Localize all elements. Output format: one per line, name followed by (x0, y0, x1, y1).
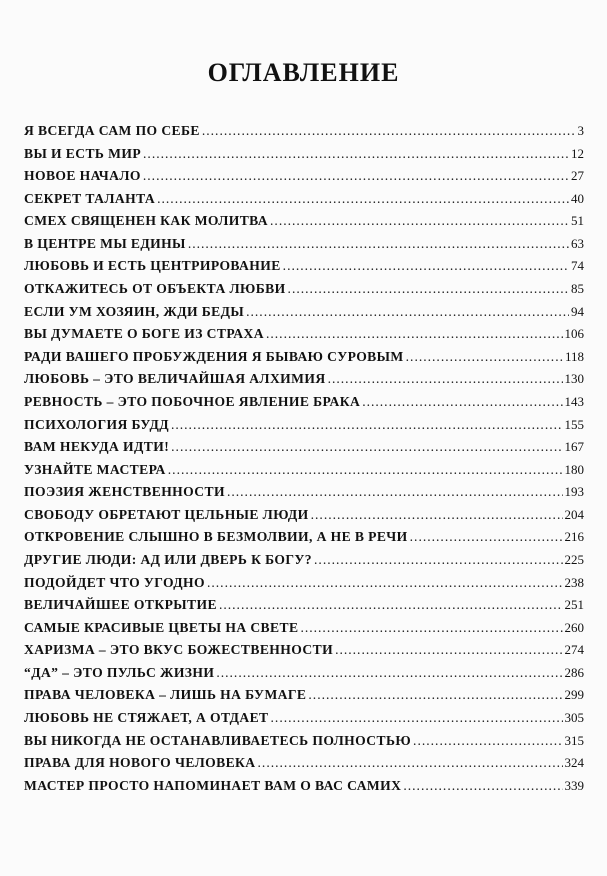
toc-dot-leader (403, 778, 562, 794)
toc-page-number: 274 (564, 642, 584, 658)
toc-entry-title: Я ВСЕГДА САМ ПО СЕБЕ (24, 123, 200, 138)
toc-entry-title: ОТКАЖИТЕСЬ ОТ ОБЪЕКТА ЛЮБВИ (24, 281, 286, 297)
toc-entry-title: НОВОЕ НАЧАЛО (24, 168, 141, 184)
toc-dot-leader (300, 620, 562, 636)
toc-row (24, 281, 584, 304)
toc-entry-title: ЕСЛИ УМ ХОЗЯИН, ЖДИ БЕДЫ (24, 303, 245, 319)
toc-entry-title: ВЫ ДУМАЕТЕ О БОГЕ ИЗ СТРАХА (24, 326, 264, 342)
toc-row (24, 439, 584, 462)
toc-dot-leader (335, 642, 562, 658)
toc-page-number: 260 (564, 619, 584, 635)
toc-row (24, 620, 584, 643)
toc-dot-leader (314, 552, 562, 568)
toc-page-number: 27 (571, 168, 584, 184)
toc-entry-title: В ЦЕНТРЕ МЫ ЕДИНЫ (24, 235, 186, 251)
toc-entry-title: ХАРИЗМА – ЭТО ВКУС БОЖЕСТВЕННОСТИ (24, 642, 334, 658)
toc-entry-title: “ДА” – ЭТО ПУЛЬС ЖИЗНИ (24, 664, 215, 680)
toc-entry-title: ДРУГИЕ ЛЮДИ: АД ИЛИ ДВЕРЬ К БОГУ? (24, 551, 313, 567)
toc-page-number: 12 (571, 145, 584, 161)
toc-row (24, 575, 584, 598)
toc-dot-leader (207, 575, 563, 591)
toc-dot-leader (362, 394, 562, 410)
toc-row (24, 687, 584, 710)
toc-page-number: 299 (564, 687, 584, 703)
toc-page-number: 216 (564, 529, 584, 545)
toc-row (24, 371, 584, 394)
toc-dot-leader (406, 349, 563, 365)
toc-entry-title: ПОЭЗИЯ ЖЕНСТВЕННОСТИ (24, 484, 225, 500)
toc-entry-title: УЗНАЙТЕ МАСТЕРА (24, 461, 166, 477)
toc-entry-title: СВОБОДУ ОБРЕТАЮТ ЦЕЛЬНЫЕ ЛЮДИ (24, 506, 309, 522)
toc-dot-leader (410, 529, 563, 545)
toc-row (24, 258, 584, 281)
toc-row (24, 462, 584, 485)
toc-page-number: 94 (571, 303, 584, 319)
toc-row (24, 146, 584, 169)
toc-row (24, 710, 584, 733)
toc-row (24, 304, 584, 327)
toc-page-number: 118 (564, 348, 584, 364)
toc-row (24, 642, 584, 665)
toc-page-number: 85 (571, 281, 584, 297)
toc-dot-leader (227, 484, 563, 500)
toc-row (24, 778, 584, 801)
toc-dot-leader (246, 304, 569, 320)
toc-page-number: 305 (564, 710, 584, 726)
toc-page-number: 3 (577, 123, 584, 138)
toc-entry-title: РЕВНОСТЬ – ЭТО ПОБОЧНОЕ ЯВЛЕНИЕ БРАКА (24, 393, 361, 409)
toc-entry-title: ЛЮБОВЬ НЕ СТЯЖАЕТ, А ОТДАЕТ (24, 710, 269, 726)
toc-page-number: 51 (571, 213, 584, 229)
toc-row (24, 191, 584, 214)
toc-dot-leader (283, 258, 569, 274)
toc-row (24, 507, 584, 530)
toc-dot-leader (308, 687, 562, 703)
toc-row (24, 123, 584, 146)
toc-page-number: 324 (564, 755, 584, 771)
toc-page-number: 315 (564, 732, 584, 748)
toc-entry-title: САМЫЕ КРАСИВЫЕ ЦВЕТЫ НА СВЕТЕ (24, 619, 299, 635)
toc-dot-leader (216, 665, 562, 681)
toc-row (24, 236, 584, 259)
toc-dot-leader (219, 597, 563, 613)
toc-entry-title: ПРАВА ЧЕЛОВЕКА – ЛИШЬ НА БУМАГЕ (24, 687, 307, 703)
toc-page-number: 180 (564, 461, 584, 477)
toc-page-number: 40 (571, 190, 584, 206)
toc-row (24, 552, 584, 575)
toc-page-number: 193 (564, 484, 584, 500)
toc-entry-title: ПСИХОЛОГИЯ БУДД (24, 416, 169, 432)
table-of-contents (24, 123, 584, 800)
toc-page-number: 63 (571, 235, 584, 251)
toc-dot-leader (188, 236, 569, 252)
toc-row (24, 755, 584, 778)
toc-row (24, 597, 584, 620)
toc-dot-leader (171, 417, 563, 433)
toc-row (24, 213, 584, 236)
toc-entry-title: ВЕЛИЧАЙШЕЕ ОТКРЫТИЕ (24, 597, 217, 613)
toc-page-number: 204 (564, 506, 584, 522)
toc-entry-title: СЕКРЕТ ТАЛАНТА (24, 190, 156, 206)
toc-page-number: 74 (571, 258, 584, 274)
toc-entry-title: ВЫ НИКОГДА НЕ ОСТАНАВЛИВАЕТЕСЬ ПОЛНОСТЬЮ (24, 732, 412, 748)
toc-row (24, 484, 584, 507)
toc-page-number: 339 (564, 777, 584, 793)
toc-dot-leader (311, 507, 563, 523)
toc-row (24, 417, 584, 440)
toc-row (24, 326, 584, 349)
toc-dot-leader (171, 439, 562, 455)
toc-dot-leader (288, 281, 569, 297)
toc-entry-title: ПОДОЙДЕТ ЧТО УГОДНО (24, 574, 205, 590)
toc-row (24, 529, 584, 552)
toc-row (24, 665, 584, 688)
toc-page-number: 130 (564, 371, 584, 387)
toc-dot-leader (143, 146, 569, 162)
toc-page-number: 106 (564, 326, 584, 342)
toc-page-number: 155 (564, 416, 584, 432)
toc-entry-title: ПРАВА ДЛЯ НОВОГО ЧЕЛОВЕКА (24, 755, 256, 771)
toc-dot-leader (258, 755, 563, 771)
toc-page-number: 225 (564, 551, 584, 567)
toc-entry-title: ЛЮБОВЬ И ЕСТЬ ЦЕНТРИРОВАНИЕ (24, 258, 281, 274)
toc-dot-leader (413, 733, 562, 749)
toc-row (24, 349, 584, 372)
toc-entry-title: РАДИ ВАШЕГО ПРОБУЖДЕНИЯ Я БЫВАЮ СУРОВЫМ (24, 348, 404, 364)
toc-entry-title: ВАМ НЕКУДА ИДТИ! (24, 439, 170, 455)
toc-entry-title: ВЫ И ЕСТЬ МИР (24, 145, 142, 161)
toc-dot-leader (143, 168, 569, 184)
toc-page-number: 286 (564, 664, 584, 680)
toc-row (24, 168, 584, 191)
toc-row (24, 394, 584, 417)
toc-page-number: 143 (564, 393, 584, 409)
toc-row (24, 733, 584, 756)
toc-dot-leader (266, 326, 563, 342)
toc-page-number: 238 (564, 574, 584, 590)
toc-entry-title: ЛЮБОВЬ – ЭТО ВЕЛИЧАЙШАЯ АЛХИМИЯ (24, 371, 326, 387)
toc-entry-title: ОТКРОВЕНИЕ СЛЫШНО В БЕЗМОЛВИИ, А НЕ В РЕЧИ (24, 529, 408, 545)
toc-dot-leader (271, 710, 563, 726)
toc-dot-leader (328, 371, 563, 387)
toc-dot-leader (202, 123, 576, 139)
toc-page-number: 167 (564, 439, 584, 455)
page-title: ОГЛАВЛЕНИЕ (207, 58, 400, 87)
toc-entry-title: СМЕХ СВЯЩЕНЕН КАК МОЛИТВА (24, 213, 269, 229)
toc-dot-leader (270, 213, 569, 229)
toc-dot-leader (168, 462, 563, 478)
toc-page-number: 251 (564, 597, 584, 613)
toc-entry-title: МАСТЕР ПРОСТО НАПОМИНАЕТ ВАМ О ВАС САМИХ (24, 777, 402, 793)
toc-dot-leader (157, 191, 569, 207)
